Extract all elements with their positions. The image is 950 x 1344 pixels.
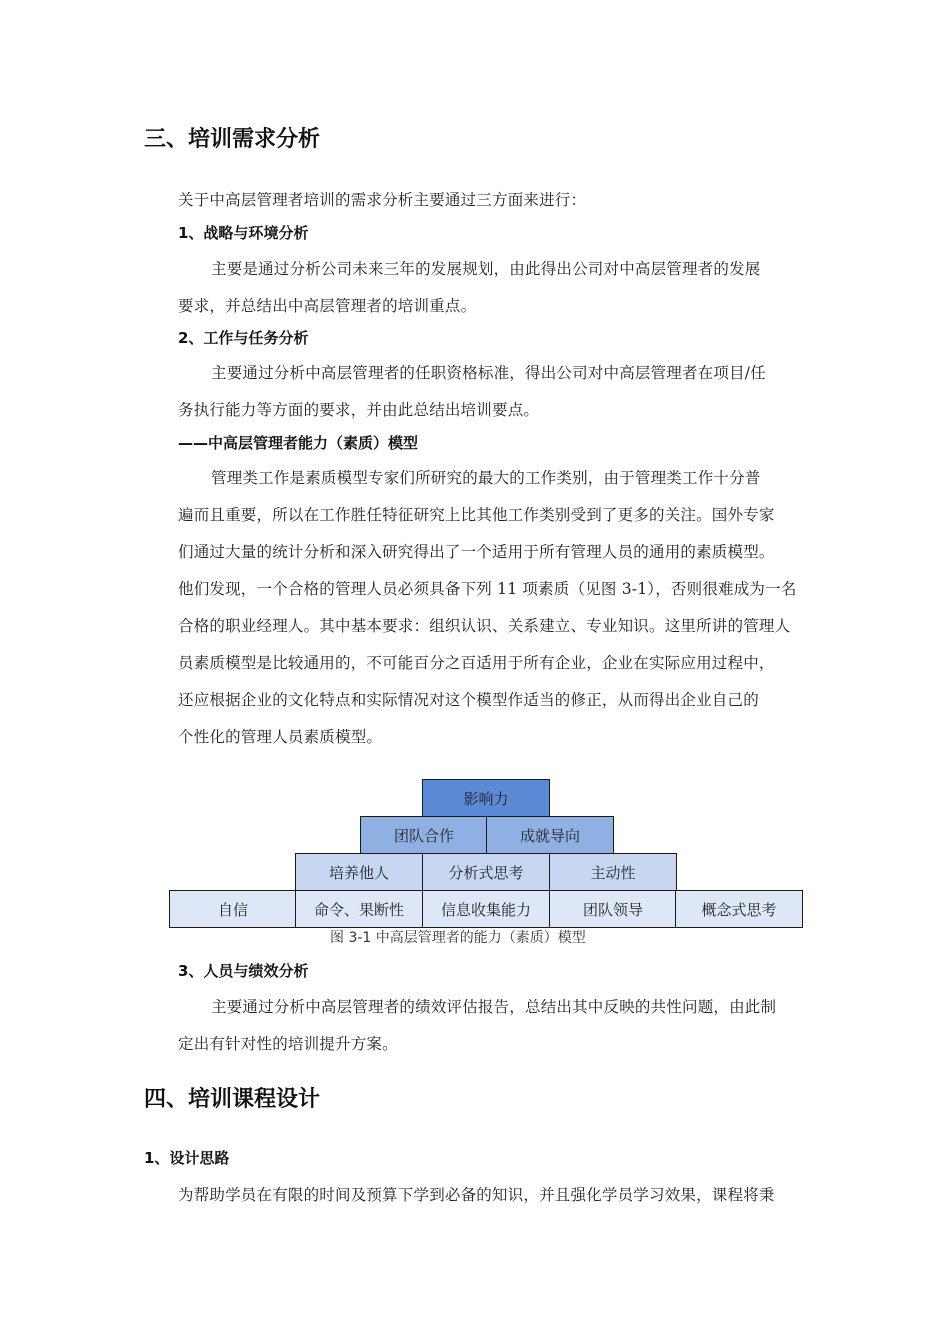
pyramid-cell: 概念式思考	[675, 890, 803, 928]
paragraph-line: 主要是通过分析公司未来三年的发展规划，由此得出公司对中高层管理者的发展	[211, 260, 761, 278]
subheading-strategy: 1、战略与环境分析	[178, 224, 309, 242]
paragraph-line: 们通过大量的统计分析和深入研究得出了一个适用于所有管理人员的通用的素质模型。	[178, 543, 775, 561]
subheading-performance: 3、人员与绩效分析	[178, 962, 309, 980]
paragraph-line: 他们发现，一个合格的管理人员必须具备下列 11 项素质（见图 3-1），否则很难成为一名	[178, 580, 797, 598]
subheading-task: 2、工作与任务分析	[178, 329, 309, 347]
paragraph-line: 务执行能力等方面的要求，并由此总结出培训要点。	[178, 401, 540, 419]
figure-caption: 图 3-1 中高层管理者的能力（素质）模型	[330, 930, 586, 946]
paragraph-line: 管理类工作是素质模型专家们所研究的最大的工作类别，由于管理类工作十分普	[211, 469, 761, 487]
pyramid-cell: 团队领导	[549, 890, 677, 928]
paragraph-line: 为帮助学员在有限的时间及预算下学到必备的知识，并且强化学员学习效果，课程将秉	[178, 1186, 775, 1204]
paragraph-line: 合格的职业经理人。其中基本要求：组织认识、关系建立、专业知识。这里所讲的管理人	[178, 617, 791, 635]
pyramid-cell: 成就导向	[486, 816, 614, 854]
pyramid-cell: 分析式思考	[422, 853, 550, 891]
pyramid-cell: 自信	[169, 890, 297, 928]
pyramid-cell: 信息收集能力	[422, 890, 550, 928]
paragraph-line: 主要通过分析中高层管理者的绩效评估报告，总结出其中反映的共性问题，由此制	[211, 998, 777, 1016]
subheading-design: 1、设计思路	[144, 1149, 230, 1167]
section-3-intro: 关于中高层管理者培训的需求分析主要通过三方面来进行：	[178, 191, 587, 209]
paragraph-line: 个性化的管理人员素质模型。	[178, 728, 383, 746]
paragraph-line: 遍而且重要，所以在工作胜任特征研究上比其他工作类别受到了更多的关注。国外专家	[178, 506, 775, 524]
paragraph-line: 主要通过分析中高层管理者的任职资格标准，得出公司对中高层管理者在项目/任	[211, 364, 766, 382]
paragraph-line: 员素质模型是比较通用的，不可能百分之百适用于所有企业，企业在实际应用过程中，	[178, 654, 775, 672]
paragraph-line: 定出有针对性的培训提升方案。	[178, 1035, 398, 1053]
pyramid-cell: 主动性	[549, 853, 677, 891]
subheading-model: ——中高层管理者能力（素质）模型	[178, 434, 419, 452]
pyramid-cell: 影响力	[422, 779, 550, 817]
pyramid-cell: 培养他人	[295, 853, 423, 891]
pyramid-cell: 命令、果断性	[295, 890, 423, 928]
section-3-heading: 三、培训需求分析	[144, 127, 321, 152]
section-4-heading: 四、培训课程设计	[144, 1087, 321, 1112]
paragraph-line: 还应根据企业的文化特点和实际情况对这个模型作适当的修正，从而得出企业自己的	[178, 691, 759, 709]
paragraph-line: 要求，并总结出中高层管理者的培训重点。	[178, 297, 477, 315]
pyramid-cell: 团队合作	[360, 816, 488, 854]
